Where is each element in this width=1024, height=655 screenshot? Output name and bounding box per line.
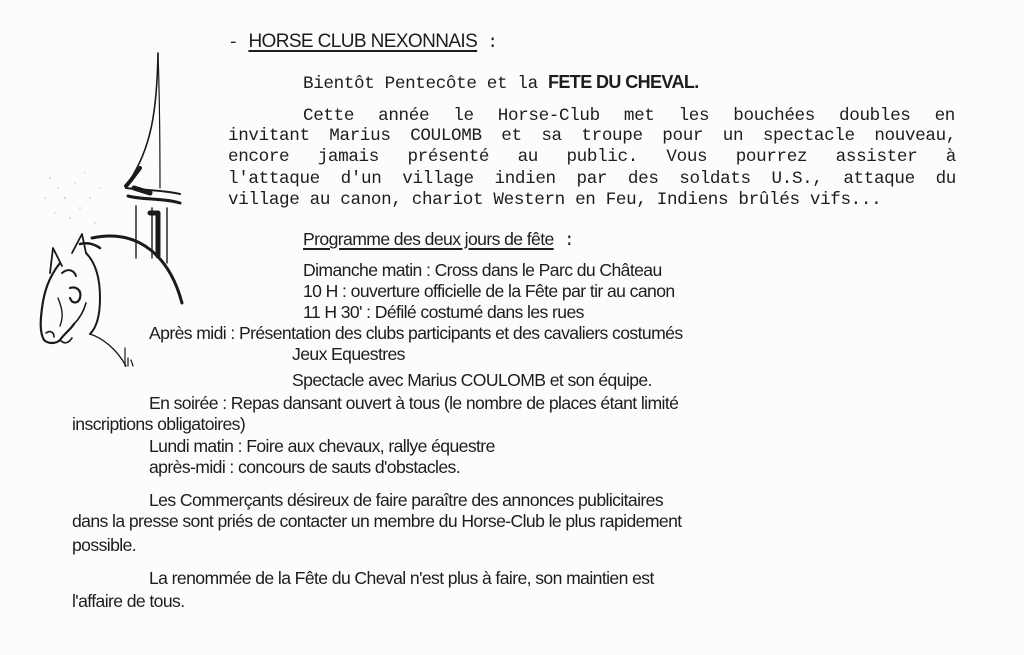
program-item: En soirée : Repas dansant ouvert à tous (le nombre de places étant limité	[149, 393, 679, 413]
paragraph1-line: invitant Marius COULOMB et sa troupe pour un spectacle nouveau,	[228, 126, 956, 146]
program-item: 11 H 30' : Défilé costumé dans les rues	[303, 302, 584, 322]
program-item: Après midi : Présentation des clubs participants et des cavaliers costumés	[149, 323, 683, 343]
program-title: Programme des deux jours de fête	[303, 229, 554, 249]
paragraph2-line: dans la presse sont priés de contacter un membre du Horse-Club le plus rapidement	[72, 511, 682, 531]
program-item: Dimanche matin : Cross dans le Parc du Château	[303, 260, 662, 280]
paragraph1-line: l'attaque d'un village indien par des soldats U.S., attaque du	[228, 169, 956, 189]
heading-line	[228, 32, 498, 53]
program-item: 10 H : ouverture officielle de la Fête par tir au canon	[303, 281, 675, 301]
program-item: Jeux Equestres	[292, 344, 405, 364]
heading-title: HORSE CLUB NEXONNAIS	[248, 31, 478, 52]
intro-line	[303, 72, 699, 94]
program-title-colon: :	[563, 231, 575, 251]
paragraph1-line: village au canon, chariot Western en Feu, Indiens brûlés vifs...	[228, 190, 882, 210]
paragraph2-line: possible.	[72, 535, 137, 555]
intro-prefix: Bientôt Pentecôte et la	[303, 74, 548, 94]
program-item: Spectacle avec Marius COULOMB et son équipe.	[292, 370, 652, 390]
paragraph3-line: l'affaire de tous.	[72, 591, 185, 611]
program-item: inscriptions obligatoires)	[72, 414, 246, 434]
paragraph1-line: Cette année le Horse-Club met les bouchées doubles en	[303, 106, 955, 126]
heading-dash: -	[228, 33, 239, 53]
intro-emphasis: FETE DU CHEVAL.	[548, 72, 699, 92]
program-title-line	[303, 229, 574, 251]
paragraph3-line: La renommée de la Fête du Cheval n'est plus à faire, son maintien est	[149, 568, 654, 588]
paragraph1-line: encore jamais présenté au public. Vous pourrez assister à	[228, 147, 956, 167]
program-item: Lundi matin : Foire aux chevaux, rallye équestre	[149, 436, 495, 456]
paragraph2-line: Les Commerçants désireux de faire paraître des annonces publicitaires	[149, 490, 664, 510]
heading-colon: :	[487, 33, 498, 53]
program-item: après-midi : concours de sauts d'obstacles.	[149, 457, 461, 477]
